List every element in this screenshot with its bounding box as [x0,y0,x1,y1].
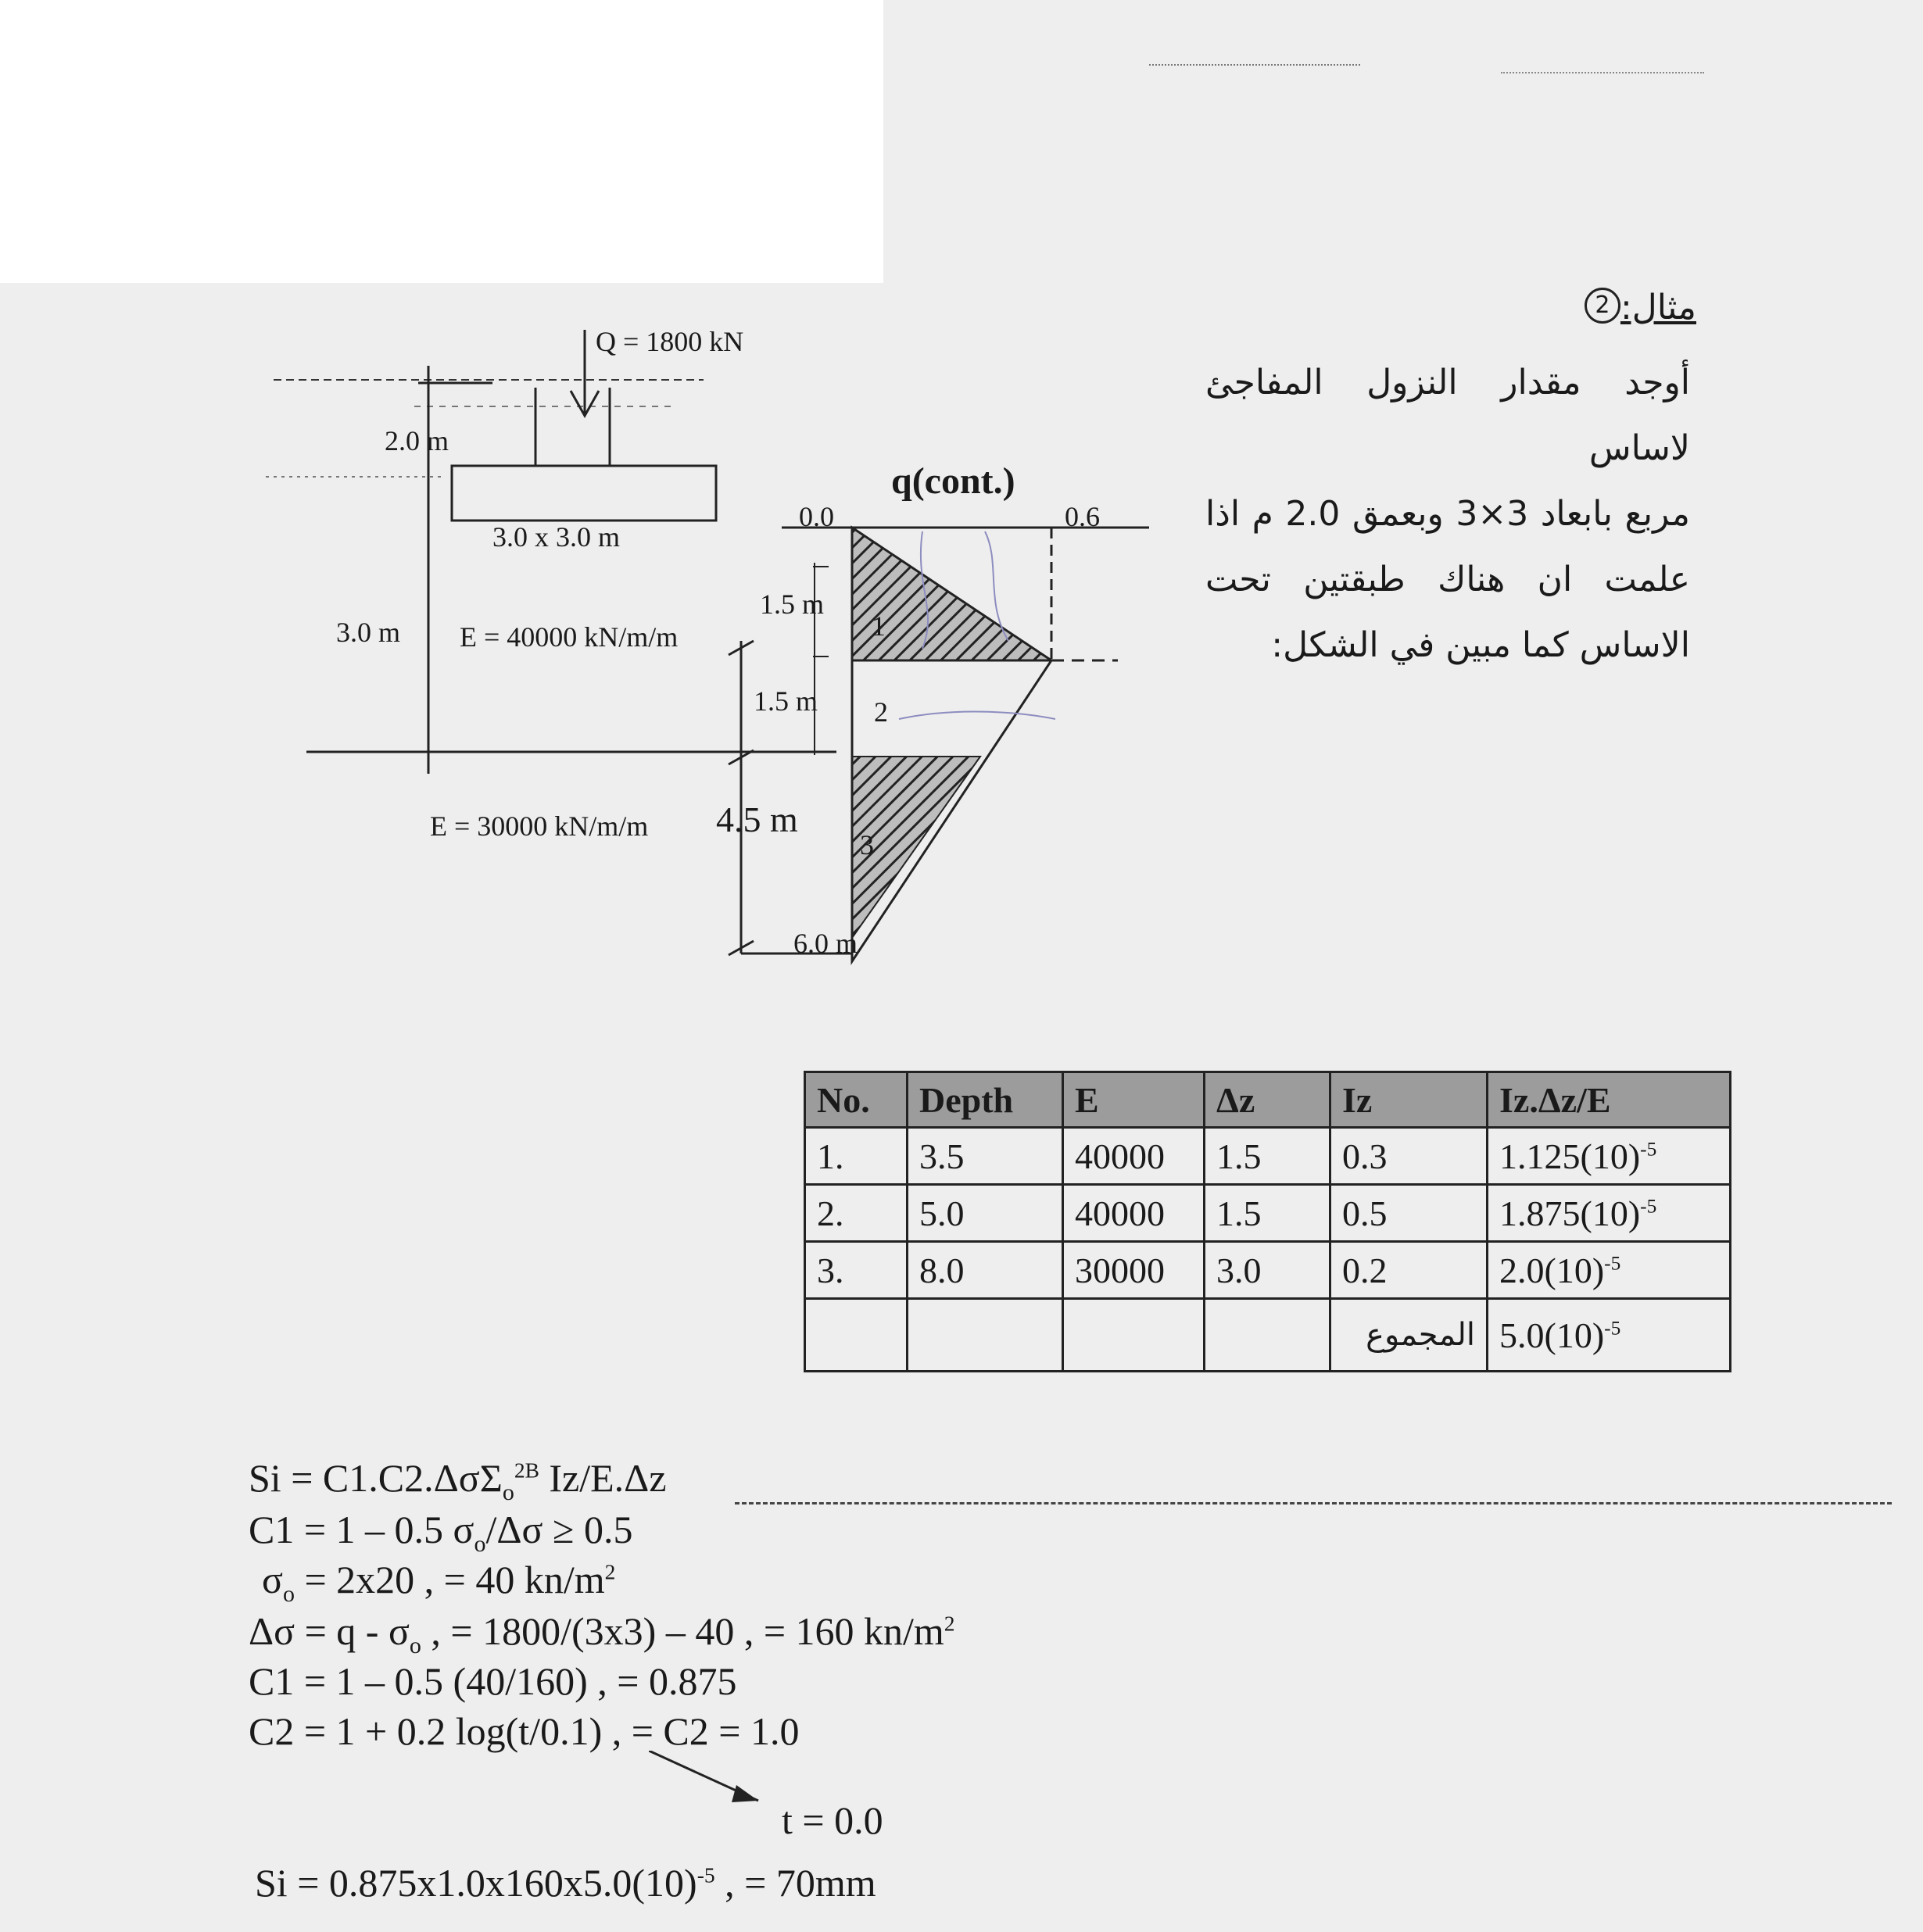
footing [452,466,716,521]
eq-part: C1 = 1 – 0.5 σ [249,1508,474,1551]
footing-size-label: 3.0 x 3.0 m [492,521,621,553]
cell: 0.5 [1330,1185,1488,1242]
cell: 3.0 [1205,1242,1330,1299]
eq-part: Δσ = q - σ [249,1609,410,1653]
equation-si-result [255,1860,876,1905]
cell: 0.2 [1330,1242,1488,1299]
eq-part: Si = 0.875x1.0x160x5.0(10) [255,1861,697,1905]
layer1-modulus-label: E = 40000 kN/m/m [460,621,679,653]
eq-sub: o [409,1633,421,1658]
cell [805,1299,908,1372]
dotted-mark [1501,72,1704,73]
header-izdz: Iz.Δz/E [1488,1072,1731,1128]
cell [1205,1299,1330,1372]
cell-exponent: -5 [1640,1138,1657,1161]
header-iz: Iz [1330,1072,1488,1128]
iz-peak-label: 0.6 [1065,501,1100,532]
header-no: No. [805,1072,908,1128]
cell: 8.0 [908,1242,1063,1299]
sum-label: المجموع [1330,1299,1488,1372]
settlement-table [804,1071,1731,1372]
layer-number-1: 1 [872,610,886,642]
blank-area [0,0,883,283]
eq-sub: o [474,1531,486,1557]
cell: 1.5 [1205,1185,1330,1242]
eq-part: Iz/E.Δz [539,1456,667,1500]
cell: 3. [805,1242,908,1299]
example-label: مثال: [1620,288,1696,327]
equation-t: t = 0.0 [782,1798,883,1842]
cell: 1. [805,1128,908,1185]
total-label: 6.0 m [793,928,858,959]
cell: 1.5 [1205,1128,1330,1185]
header-depth: Depth [908,1072,1063,1128]
cell: 40000 [1063,1128,1205,1185]
seg3-label: 4.5 m [716,800,798,839]
eq-sub: o [502,1479,514,1505]
layer-number-3: 3 [860,829,874,860]
eq-part: , = 1800/(3x3) – 40 , = 160 kn/m [421,1609,944,1653]
problem-line: الاساس كما مبين في الشكل: [1271,625,1690,665]
table-row [805,1185,1731,1242]
table-sum-row [805,1299,1731,1372]
cell-exponent: -5 [1640,1195,1657,1218]
equation-delta-sigma [249,1608,955,1659]
table-row [805,1128,1731,1185]
cell: 5.0 [908,1185,1063,1242]
cell: 3.5 [908,1128,1063,1185]
cell-exponent: -5 [1604,1252,1621,1275]
table-header-row [805,1072,1731,1128]
seg2-label: 1.5 m [754,685,818,717]
cell-value: 1.875(10) [1499,1193,1641,1233]
eq-sub: o [282,1581,295,1607]
problem-line: مربع بابعاد 3×3 وبعمق 2.0 م اذا [1205,494,1691,534]
sum-value: 5.0(10) [1499,1315,1605,1355]
cell: 2. [805,1185,908,1242]
layer-number-2: 2 [874,696,888,728]
eq-part: /Δσ ≥ 0.5 [485,1508,633,1551]
eq-sup: 2B [514,1458,539,1483]
header-e: E [1063,1072,1205,1128]
eq-sup: 2 [604,1559,616,1584]
cell [1063,1299,1205,1372]
cell-value: 1.125(10) [1499,1136,1641,1176]
layer2-modulus-label: E = 30000 kN/m/m [430,810,649,842]
problem-line: أوجد مقدار النزول المفاجئ لاساس [1205,363,1690,468]
example-number: 2 [1585,288,1620,324]
table-row [805,1242,1731,1299]
separator-line [735,1502,1892,1504]
layer1-thickness-label: 3.0 m [336,617,401,648]
cell-value: 2.0(10) [1499,1250,1605,1290]
depth-label: 2.0 m [385,425,449,456]
cell [1488,1185,1731,1242]
eq-sup: -5 [697,1862,715,1887]
diagram-lines [235,313,1173,1000]
q-label: q(cont.) [891,460,1015,502]
eq-sup: 2 [944,1611,955,1636]
load-label: Q = 1800 kN [596,326,744,357]
dotted-mark [1149,64,1360,66]
header-dz: Δz [1205,1072,1330,1128]
seg1-label: 1.5 m [760,589,825,620]
sum-cell [1488,1299,1731,1372]
example-heading [1581,288,1696,327]
equation-sigma0 [262,1557,615,1608]
foundation-diagram [235,313,1173,1000]
eq-part: = 2x20 , = 40 kn/m [294,1558,605,1601]
problem-line: علمت ان هناك طبقتين تحت [1205,560,1690,599]
cell: 40000 [1063,1185,1205,1242]
equation-c1 [249,1507,632,1558]
cell [1488,1242,1731,1299]
eq-part: σ [262,1558,283,1601]
equation-c1-value: C1 = 1 – 0.5 (40/160) , = 0.875 [249,1659,737,1703]
cell [908,1299,1063,1372]
iz-zero-label: 0.0 [799,501,834,532]
problem-statement [1205,350,1690,678]
cell [1488,1128,1731,1185]
eq-part: , = 70mm [714,1861,876,1905]
cell: 30000 [1063,1242,1205,1299]
cell: 0.3 [1330,1128,1488,1185]
equation-c2: C2 = 1 + 0.2 log(t/0.1) , = C2 = 1.0 [249,1709,800,1753]
equation-si [249,1455,667,1506]
sum-exponent: -5 [1604,1317,1621,1340]
eq-part: Si = C1.C2.ΔσΣ [249,1456,503,1500]
